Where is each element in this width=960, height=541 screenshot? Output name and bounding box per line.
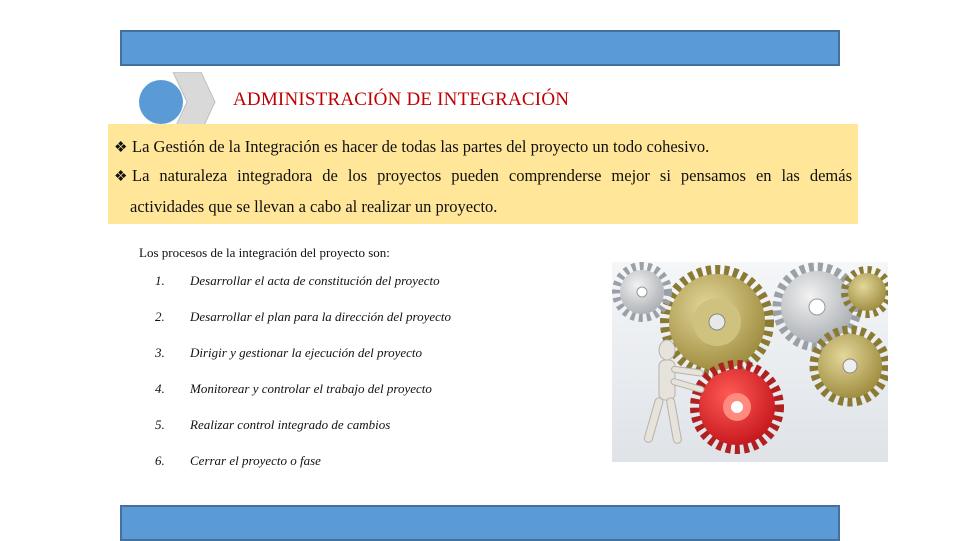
intro-box bbox=[108, 124, 858, 224]
gears-illustration bbox=[612, 262, 888, 462]
list-item-label: Dirigir y gestionar la ejecución del proyecto bbox=[190, 345, 423, 360]
circle-chevron-icon bbox=[133, 72, 223, 132]
list-item-number: 1. bbox=[155, 273, 165, 288]
list-item bbox=[155, 453, 595, 477]
diamond-bullet-icon: ❖ bbox=[114, 169, 128, 185]
list-item bbox=[155, 309, 595, 333]
intro-bullet-1 bbox=[114, 132, 852, 163]
list-item-label: Monitorear y controlar el trabajo del proyecto bbox=[190, 381, 432, 396]
list-item-number: 6. bbox=[155, 453, 165, 468]
list-item-number: 3. bbox=[155, 345, 165, 360]
list-item-label: Desarrollar el plan para la dirección del proyecto bbox=[190, 309, 452, 324]
list-item-number: 5. bbox=[155, 417, 165, 432]
intro-bullet-2-line-1-text: La naturaleza integradora de los proyectos pueden comprenderse mejor si pensamos en las demás bbox=[132, 166, 852, 185]
section-title-row bbox=[133, 72, 733, 132]
diamond-bullet-icon: ❖ bbox=[114, 140, 128, 156]
intro-bullet-2 bbox=[114, 161, 852, 222]
list-item bbox=[155, 273, 595, 297]
page-title: ADMINISTRACIÓN DE INTEGRACIÓN bbox=[233, 89, 570, 110]
list-item-label: Realizar control integrado de cambios bbox=[190, 417, 391, 432]
list-item-number: 4. bbox=[155, 381, 165, 396]
list-item-label: Cerrar el proyecto o fase bbox=[190, 453, 321, 468]
list-item-number: 2. bbox=[155, 309, 165, 324]
list-item bbox=[155, 381, 595, 405]
procesos-heading: Los procesos de la integración del proyecto son: bbox=[139, 245, 390, 260]
list-item bbox=[155, 345, 595, 369]
intro-bullet-2-line-2: actividades que se llevan a cabo al realizar un proyecto. bbox=[130, 197, 498, 216]
intro-bullet-1-text: La Gestión de la Integración es hacer de todas las partes del proyecto un todo cohesivo. bbox=[132, 137, 710, 156]
list-item bbox=[155, 417, 595, 441]
bottom-banner-bar bbox=[120, 505, 840, 541]
list-item-label: Desarrollar el acta de constitución del proyecto bbox=[190, 273, 440, 288]
top-banner-bar bbox=[120, 30, 840, 66]
intro-bullet-2-line-1 bbox=[114, 161, 852, 192]
